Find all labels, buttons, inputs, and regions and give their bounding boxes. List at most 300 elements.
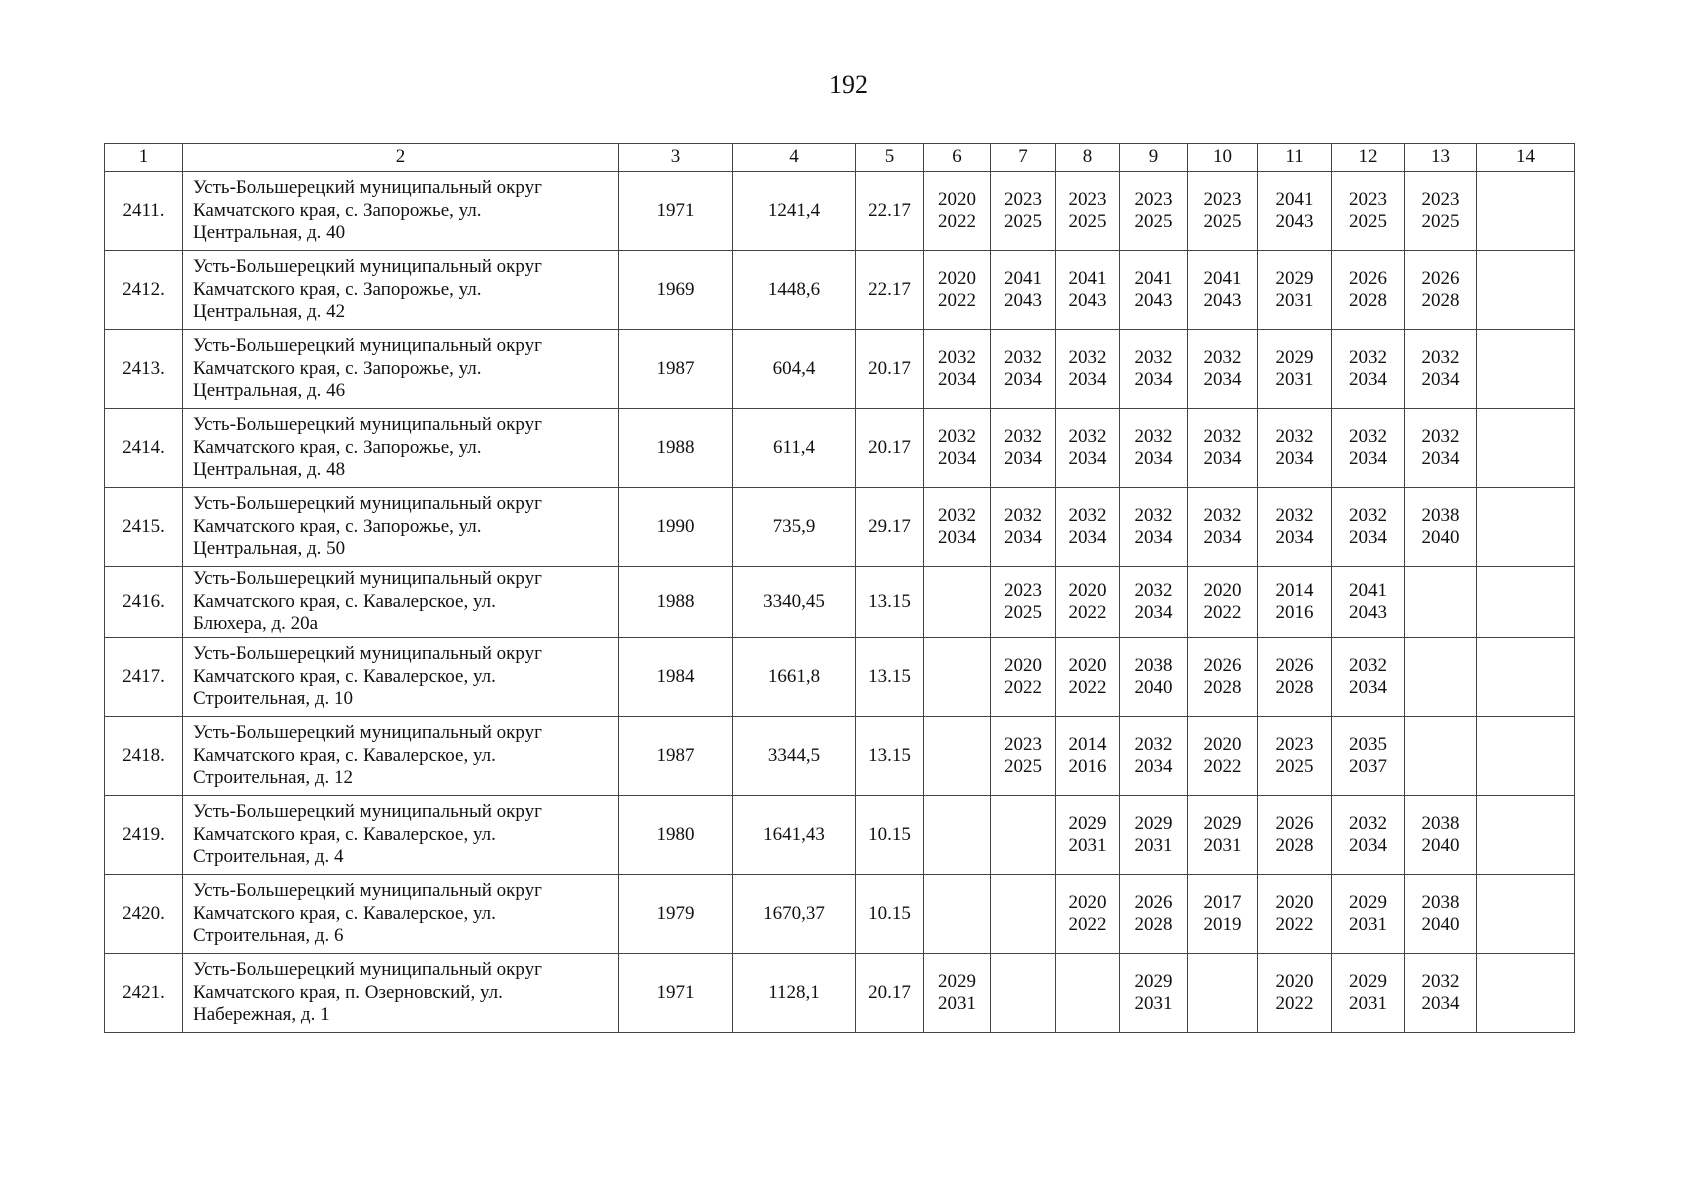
period-cell-9 <box>1120 330 1188 409</box>
period-year: 2032 <box>1004 346 1042 368</box>
period-year: 2020 <box>1068 891 1107 913</box>
period-year: 2032 <box>938 504 976 526</box>
col-header-14: 14 <box>1477 144 1575 172</box>
period-cell-8 <box>1056 567 1120 638</box>
address-line: Усть-Большерецкий муниципальный округ <box>193 177 542 199</box>
address-line: Центральная, д. 50 <box>193 538 346 560</box>
period-year: 2029 <box>1134 970 1173 992</box>
period-year: 2034 <box>1203 527 1242 548</box>
period-cell-11 <box>1258 172 1332 251</box>
period-year: 2022 <box>938 290 976 311</box>
period-year: 2041 <box>1275 188 1314 210</box>
period-year: 2032 <box>1349 425 1387 447</box>
table-row <box>105 954 1575 1033</box>
address-line: Строительная, д. 4 <box>193 846 344 868</box>
period-cell-8 <box>1056 954 1120 1033</box>
period-year: 2020 <box>938 188 976 210</box>
period-year: 2034 <box>1349 369 1387 390</box>
address-cell <box>183 638 619 717</box>
period-cell-13 <box>1405 717 1477 796</box>
period-year: 2032 <box>1275 425 1314 447</box>
address-line: Камчатского края, с. Кавалерское, ул. <box>193 902 496 924</box>
period-cell-12 <box>1332 330 1405 409</box>
period-year: 2025 <box>1203 211 1242 232</box>
period-year: 2034 <box>1421 369 1460 390</box>
period-cell-7 <box>991 409 1056 488</box>
period-year: 2031 <box>1068 835 1107 856</box>
row-number-cell: 2421. <box>105 954 183 1033</box>
period-year: 2034 <box>1004 448 1042 469</box>
address-line: Камчатского края, с. Кавалерское, ул. <box>193 665 496 687</box>
period-cell-11 <box>1258 330 1332 409</box>
period-year: 2043 <box>1068 290 1107 311</box>
period-year: 2034 <box>1275 527 1314 548</box>
code-cell: 22.17 <box>856 251 924 330</box>
period-year: 2022 <box>1203 756 1242 777</box>
period-year: 2034 <box>1275 448 1314 469</box>
period-year: 2029 <box>1068 812 1107 834</box>
period-year: 2020 <box>1068 654 1107 676</box>
area-cell: 1128,1 <box>733 954 856 1033</box>
col-header-13: 13 <box>1405 144 1477 172</box>
period-year: 2025 <box>1004 602 1042 623</box>
year-built-cell: 1979 <box>619 875 733 954</box>
address-cell <box>183 172 619 251</box>
address-line: Усть-Большерецкий муниципальный округ <box>193 256 542 278</box>
period-year: 2023 <box>1349 188 1387 210</box>
period-year: 2034 <box>1203 448 1242 469</box>
table-row <box>105 251 1575 330</box>
period-year: 2022 <box>1068 914 1107 935</box>
area-cell: 3340,45 <box>733 567 856 638</box>
period-year: 2020 <box>1068 579 1107 601</box>
period-year: 2022 <box>938 211 976 232</box>
period-year: 2041 <box>1349 579 1387 601</box>
period-year: 2034 <box>1349 448 1387 469</box>
address-line: Камчатского края, с. Запорожье, ул. <box>193 436 482 458</box>
period-year: 2026 <box>1203 654 1242 676</box>
period-cell-10 <box>1188 638 1258 717</box>
period-year: 2041 <box>1004 267 1042 289</box>
col-header-10: 10 <box>1188 144 1258 172</box>
period-cell-6 <box>924 567 991 638</box>
period-year: 2028 <box>1134 914 1173 935</box>
table-row <box>105 875 1575 954</box>
period-year: 2032 <box>1421 425 1460 447</box>
row-number-cell: 2418. <box>105 717 183 796</box>
period-year: 2034 <box>1134 527 1173 548</box>
period-year: 2025 <box>1421 211 1460 232</box>
period-year: 2031 <box>1275 369 1314 390</box>
area-cell: 735,9 <box>733 488 856 567</box>
period-year: 2022 <box>1068 602 1107 623</box>
period-cell-8 <box>1056 796 1120 875</box>
code-cell: 20.17 <box>856 330 924 409</box>
period-year: 2032 <box>938 425 976 447</box>
period-year: 2026 <box>1275 654 1314 676</box>
area-cell: 604,4 <box>733 330 856 409</box>
address-line: Блюхера, д. 20а <box>193 613 319 635</box>
period-cell-12 <box>1332 488 1405 567</box>
period-cell-12 <box>1332 796 1405 875</box>
period-year: 2023 <box>1004 733 1042 755</box>
address-line: Усть-Большерецкий муниципальный округ <box>193 568 542 590</box>
period-cell-8 <box>1056 172 1120 251</box>
address-cell <box>183 330 619 409</box>
period-cell-9 <box>1120 567 1188 638</box>
address-line: Усть-Большерецкий муниципальный округ <box>193 335 542 357</box>
period-year: 2034 <box>1203 369 1242 390</box>
period-cell-14 <box>1477 488 1575 567</box>
period-year: 2029 <box>1134 812 1173 834</box>
period-year: 2032 <box>1134 504 1173 526</box>
period-cell-7 <box>991 251 1056 330</box>
period-year: 2034 <box>1349 527 1387 548</box>
period-cell-6 <box>924 954 991 1033</box>
period-year: 2022 <box>1068 677 1107 698</box>
period-year: 2022 <box>1004 677 1042 698</box>
period-year: 2034 <box>1421 993 1460 1014</box>
address-line: Усть-Большерецкий муниципальный округ <box>193 643 542 665</box>
period-cell-6 <box>924 717 991 796</box>
period-year: 2032 <box>1134 733 1173 755</box>
address-cell <box>183 717 619 796</box>
period-year: 2040 <box>1421 527 1460 548</box>
period-year: 2032 <box>1068 425 1107 447</box>
period-year: 2014 <box>1275 579 1314 601</box>
period-year: 2034 <box>1134 602 1173 623</box>
period-year: 2019 <box>1203 914 1242 935</box>
period-cell-8 <box>1056 251 1120 330</box>
period-year: 2034 <box>938 369 976 390</box>
period-year: 2041 <box>1203 267 1242 289</box>
period-year: 2034 <box>1004 527 1042 548</box>
period-cell-13 <box>1405 409 1477 488</box>
period-year: 2043 <box>1275 211 1314 232</box>
period-cell-9 <box>1120 638 1188 717</box>
period-cell-11 <box>1258 638 1332 717</box>
period-year: 2025 <box>1068 211 1107 232</box>
period-year: 2029 <box>1275 267 1314 289</box>
period-year: 2043 <box>1349 602 1387 623</box>
address-line: Усть-Большерецкий муниципальный округ <box>193 722 542 744</box>
period-year: 2032 <box>1349 504 1387 526</box>
period-year: 2034 <box>938 448 976 469</box>
period-year: 2026 <box>1134 891 1173 913</box>
period-year: 2023 <box>1004 579 1042 601</box>
address-line: Камчатского края, с. Кавалерское, ул. <box>193 744 496 766</box>
period-year: 2040 <box>1421 835 1460 856</box>
year-built-cell: 1988 <box>619 409 733 488</box>
period-year: 2032 <box>1349 346 1387 368</box>
period-year: 2016 <box>1068 756 1107 777</box>
period-cell-13 <box>1405 638 1477 717</box>
period-cell-8 <box>1056 638 1120 717</box>
year-built-cell: 1971 <box>619 172 733 251</box>
row-number-cell: 2411. <box>105 172 183 251</box>
table-row <box>105 172 1575 251</box>
year-built-cell: 1988 <box>619 567 733 638</box>
code-cell: 29.17 <box>856 488 924 567</box>
period-year: 2041 <box>1068 267 1107 289</box>
period-year: 2031 <box>1134 835 1173 856</box>
period-year: 2032 <box>1275 504 1314 526</box>
period-year: 2032 <box>938 346 976 368</box>
address-line: Усть-Большерецкий муниципальный округ <box>193 880 542 902</box>
period-cell-12 <box>1332 638 1405 717</box>
period-year: 2037 <box>1349 756 1387 777</box>
code-cell: 20.17 <box>856 954 924 1033</box>
address-line: Центральная, д. 42 <box>193 301 346 323</box>
period-cell-13 <box>1405 488 1477 567</box>
period-year: 2032 <box>1134 425 1173 447</box>
table-row <box>105 638 1575 717</box>
period-year: 2020 <box>938 267 976 289</box>
period-year: 2023 <box>1004 188 1042 210</box>
period-year: 2034 <box>938 527 976 548</box>
row-number-cell: 2420. <box>105 875 183 954</box>
period-year: 2023 <box>1421 188 1460 210</box>
area-cell: 3344,5 <box>733 717 856 796</box>
period-year: 2032 <box>1349 812 1387 834</box>
period-cell-11 <box>1258 409 1332 488</box>
period-year: 2025 <box>1004 211 1042 232</box>
period-year: 2028 <box>1203 677 1242 698</box>
period-year: 2038 <box>1134 654 1173 676</box>
address-line: Камчатского края, с. Кавалерское, ул. <box>193 823 496 845</box>
period-cell-11 <box>1258 717 1332 796</box>
period-year: 2023 <box>1134 188 1173 210</box>
address-line: Усть-Большерецкий муниципальный округ <box>193 493 542 515</box>
period-year: 2014 <box>1068 733 1107 755</box>
period-cell-10 <box>1188 567 1258 638</box>
period-year: 2034 <box>1004 369 1042 390</box>
period-cell-7 <box>991 638 1056 717</box>
address-line: Усть-Большерецкий муниципальный округ <box>193 414 542 436</box>
address-line: Строительная, д. 6 <box>193 925 344 947</box>
period-year: 2040 <box>1421 914 1460 935</box>
period-cell-7 <box>991 717 1056 796</box>
address-cell <box>183 875 619 954</box>
period-cell-14 <box>1477 251 1575 330</box>
period-cell-13 <box>1405 330 1477 409</box>
period-cell-10 <box>1188 717 1258 796</box>
period-year: 2043 <box>1004 290 1042 311</box>
period-cell-7 <box>991 796 1056 875</box>
period-cell-14 <box>1477 875 1575 954</box>
period-year: 2023 <box>1203 188 1242 210</box>
period-year: 2043 <box>1134 290 1173 311</box>
period-year: 2025 <box>1134 211 1173 232</box>
period-cell-12 <box>1332 251 1405 330</box>
period-cell-6 <box>924 796 991 875</box>
period-year: 2041 <box>1134 267 1173 289</box>
period-cell-10 <box>1188 875 1258 954</box>
period-year: 2025 <box>1349 211 1387 232</box>
period-cell-7 <box>991 954 1056 1033</box>
period-year: 2020 <box>1004 654 1042 676</box>
period-year: 2032 <box>1203 425 1242 447</box>
area-cell: 1448,6 <box>733 251 856 330</box>
period-cell-12 <box>1332 172 1405 251</box>
row-number-cell: 2415. <box>105 488 183 567</box>
period-year: 2034 <box>1349 677 1387 698</box>
col-header-1: 1 <box>105 144 183 172</box>
period-cell-6 <box>924 409 991 488</box>
address-line: Набережная, д. 1 <box>193 1004 330 1026</box>
period-year: 2032 <box>1349 654 1387 676</box>
code-cell: 10.15 <box>856 796 924 875</box>
period-cell-7 <box>991 875 1056 954</box>
period-cell-8 <box>1056 409 1120 488</box>
address-line: Камчатского края, с. Запорожье, ул. <box>193 199 482 221</box>
period-year: 2032 <box>1203 504 1242 526</box>
period-year: 2038 <box>1421 812 1460 834</box>
period-year: 2031 <box>1203 835 1242 856</box>
period-year: 2035 <box>1349 733 1387 755</box>
period-year: 2017 <box>1203 891 1242 913</box>
period-cell-10 <box>1188 251 1258 330</box>
table-row <box>105 488 1575 567</box>
period-cell-8 <box>1056 488 1120 567</box>
year-built-cell: 1969 <box>619 251 733 330</box>
period-cell-6 <box>924 330 991 409</box>
period-year: 2032 <box>1068 504 1107 526</box>
period-year: 2029 <box>1349 970 1387 992</box>
period-year: 2038 <box>1421 891 1460 913</box>
period-cell-13 <box>1405 567 1477 638</box>
period-cell-11 <box>1258 488 1332 567</box>
address-line: Строительная, д. 12 <box>193 767 354 789</box>
period-year: 2029 <box>1349 891 1387 913</box>
period-year: 2028 <box>1275 677 1314 698</box>
period-year: 2032 <box>1134 346 1173 368</box>
period-cell-14 <box>1477 717 1575 796</box>
period-year: 2025 <box>1275 756 1314 777</box>
period-cell-14 <box>1477 409 1575 488</box>
year-built-cell: 1987 <box>619 717 733 796</box>
period-cell-14 <box>1477 172 1575 251</box>
period-cell-6 <box>924 875 991 954</box>
code-cell: 13.15 <box>856 638 924 717</box>
period-year: 2026 <box>1349 267 1387 289</box>
period-year: 2020 <box>1203 579 1242 601</box>
period-year: 2032 <box>1421 970 1460 992</box>
period-cell-10 <box>1188 172 1258 251</box>
period-year: 2032 <box>1134 579 1173 601</box>
period-cell-14 <box>1477 567 1575 638</box>
period-cell-9 <box>1120 409 1188 488</box>
period-year: 2022 <box>1275 993 1314 1014</box>
period-year: 2020 <box>1275 891 1314 913</box>
period-year: 2031 <box>1349 993 1387 1014</box>
period-year: 2034 <box>1068 448 1107 469</box>
col-header-7: 7 <box>991 144 1056 172</box>
area-cell: 1670,37 <box>733 875 856 954</box>
period-year: 2034 <box>1134 448 1173 469</box>
period-cell-6 <box>924 172 991 251</box>
period-cell-8 <box>1056 875 1120 954</box>
period-cell-12 <box>1332 409 1405 488</box>
address-cell <box>183 567 619 638</box>
address-line: Камчатского края, п. Озерновский, ул. <box>193 981 503 1003</box>
period-year: 2028 <box>1421 290 1460 311</box>
col-header-4: 4 <box>733 144 856 172</box>
period-cell-12 <box>1332 954 1405 1033</box>
period-cell-9 <box>1120 172 1188 251</box>
col-header-3: 3 <box>619 144 733 172</box>
year-built-cell: 1987 <box>619 330 733 409</box>
col-header-6: 6 <box>924 144 991 172</box>
table-row <box>105 717 1575 796</box>
period-cell-8 <box>1056 717 1120 796</box>
period-year: 2016 <box>1275 602 1314 623</box>
period-cell-9 <box>1120 251 1188 330</box>
period-year: 2031 <box>938 993 976 1014</box>
period-cell-10 <box>1188 488 1258 567</box>
row-number-cell: 2412. <box>105 251 183 330</box>
period-cell-13 <box>1405 875 1477 954</box>
period-cell-6 <box>924 638 991 717</box>
code-cell: 13.15 <box>856 717 924 796</box>
period-year: 2032 <box>1421 346 1460 368</box>
period-year: 2023 <box>1275 733 1314 755</box>
table-row <box>105 330 1575 409</box>
period-cell-6 <box>924 251 991 330</box>
period-cell-12 <box>1332 567 1405 638</box>
address-cell <box>183 409 619 488</box>
period-cell-7 <box>991 330 1056 409</box>
header-row <box>105 144 1575 172</box>
period-year: 2032 <box>1068 346 1107 368</box>
address-line: Строительная, д. 10 <box>193 688 354 710</box>
period-year: 2022 <box>1275 914 1314 935</box>
period-year: 2034 <box>1421 448 1460 469</box>
period-cell-12 <box>1332 717 1405 796</box>
row-number-cell: 2414. <box>105 409 183 488</box>
period-cell-9 <box>1120 954 1188 1033</box>
code-cell: 13.15 <box>856 567 924 638</box>
address-cell <box>183 488 619 567</box>
period-year: 2025 <box>1004 756 1042 777</box>
period-year: 2022 <box>1203 602 1242 623</box>
row-number-cell: 2417. <box>105 638 183 717</box>
period-cell-7 <box>991 172 1056 251</box>
period-cell-14 <box>1477 330 1575 409</box>
address-line: Камчатского края, с. Запорожье, ул. <box>193 515 482 537</box>
code-cell: 20.17 <box>856 409 924 488</box>
period-cell-7 <box>991 567 1056 638</box>
col-header-2: 2 <box>183 144 619 172</box>
address-line: Камчатского края, с. Запорожье, ул. <box>193 357 482 379</box>
period-cell-14 <box>1477 954 1575 1033</box>
address-line: Камчатского края, с. Запорожье, ул. <box>193 278 482 300</box>
year-built-cell: 1984 <box>619 638 733 717</box>
period-cell-7 <box>991 488 1056 567</box>
period-cell-10 <box>1188 954 1258 1033</box>
row-number-cell: 2419. <box>105 796 183 875</box>
period-year: 2034 <box>1349 835 1387 856</box>
period-year: 2032 <box>1203 346 1242 368</box>
period-cell-13 <box>1405 796 1477 875</box>
period-year: 2031 <box>1349 914 1387 935</box>
address-line: Центральная, д. 40 <box>193 222 346 244</box>
row-number-cell: 2416. <box>105 567 183 638</box>
col-header-11: 11 <box>1258 144 1332 172</box>
period-year: 2020 <box>1275 970 1314 992</box>
period-cell-11 <box>1258 796 1332 875</box>
period-year: 2031 <box>1134 993 1173 1014</box>
